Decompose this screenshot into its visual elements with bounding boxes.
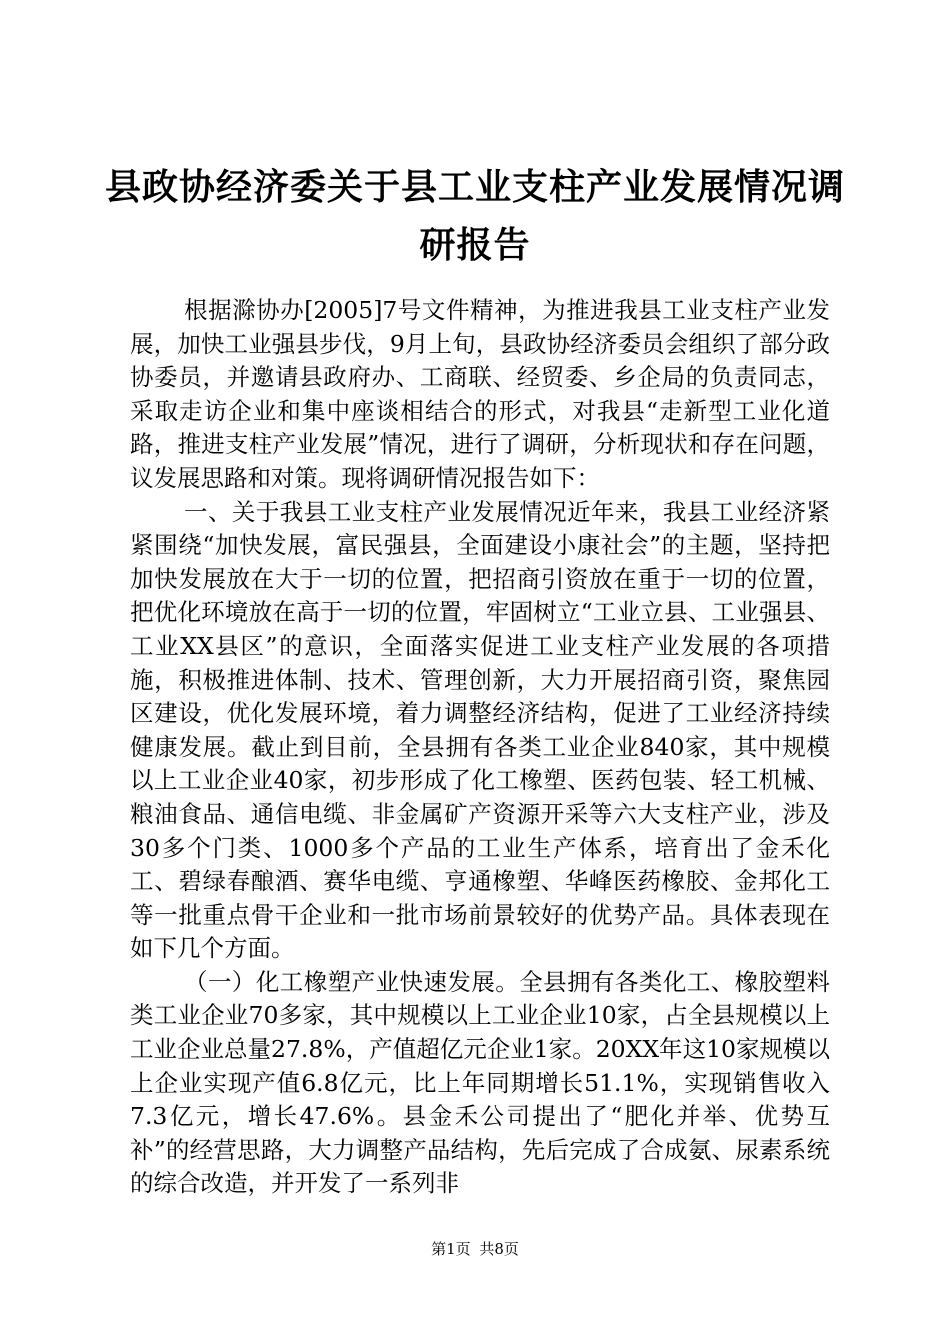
paragraph-subsection-one: （一）化工橡塑产业快速发展。全县拥有各类化工、橡胶塑料类工业企业70多家，其中规模以上工业企业10家，占全县规模以上工业企业总量27.8%，产值超亿元企业1家。20XX年这10家规模以上企业实现产值6.8亿元，比上年同期增长51.1%，实现销售收入7.3亿元，增长47.6%。县金禾公司提出了“肥化并举、优势互补”的经营思路，大力调整产品结构，先后完成了合成氨、尿素系统的综合改造，并开发了一系列非 bbox=[130, 967, 830, 1198]
paragraph-section-one: 一、关于我县工业支柱产业发展情况近年来，我县工业经济紧紧围绕“加快发展，富民强县，全面建设小康社会”的主题，坚持把加快发展放在大于一切的位置，把招商引资放在重于一切的位置，把优化环境放在高于一切的位置，牢固树立“工业立县、工业强县、工业XX县区”的意识，全面落实促进工业支柱产业发展的各项措施，积极推进体制、技术、管理创新，大力开展招商引资，聚焦园区建设，优化发展环境，着力调整经济结构，促进了工业经济持续健康发展。截止到目前，全县拥有各类工业企业840家，其中规模以上工业企业40家，初步形成了化工橡塑、医药包装、轻工机械、粮油食品、通信电缆、非金属矿产资源开采等六大支柱产业，涉及30多个门类、1000多个产品的工业生产体系，培育出了金禾化工、碧绿春酿酒、赛华电缆、亨通橡塑、华峰医药橡胶、金邦化工等一批重点骨干企业和一批市场前景较好的优势产品。具体表现在如下几个方面。 bbox=[130, 497, 830, 963]
paragraph-intro: 根据滁协办[2005]7号文件精神，为推进我县工业支柱产业发展，加快工业强县步伐，9月上旬，县政协经济委员会组织了部分政协委员，并邀请县政府办、工商联、经贸委、乡企局的负责同志，采取走访企业和集中座谈相结合的形式，对我县“走新型工业化道路，推进支柱产业发展”情况，进行了调研，分析现状和存在问题，议发展思路和对策。现将调研情况报告如下： bbox=[130, 296, 830, 492]
document-title: 县政协经济委关于县工业支柱产业发展情况调研报告 bbox=[104, 166, 845, 266]
page-number-footer: 第1页 共8页 bbox=[431, 1240, 519, 1258]
document-body bbox=[130, 294, 830, 1201]
